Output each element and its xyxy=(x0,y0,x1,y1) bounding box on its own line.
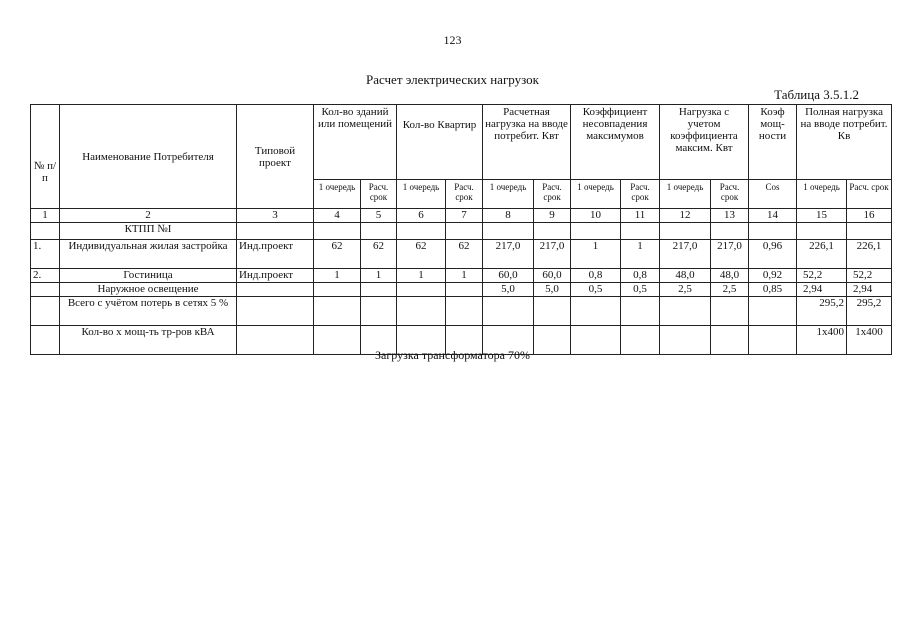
col-number: 14 xyxy=(749,209,797,223)
row-cos xyxy=(749,297,797,326)
row-load-first: 217,0 xyxy=(483,240,534,269)
sub-buildings-first: 1 очередь xyxy=(314,180,361,209)
row-buildings-calc: 62 xyxy=(361,240,397,269)
row-buildings-first: 1 xyxy=(314,269,361,283)
row-apartments-first xyxy=(397,283,446,297)
col-number: 6 xyxy=(397,209,446,223)
row-full-first: 52,2 xyxy=(797,269,847,283)
header-num: № п/п xyxy=(31,105,60,209)
row-full-calc: 52,2 xyxy=(847,269,892,283)
table-row xyxy=(31,283,892,297)
col-number: 7 xyxy=(446,209,483,223)
row-loadcoef-first: 2,5 xyxy=(660,283,711,297)
header-apartments: Кол-во Квартир xyxy=(397,105,483,180)
sub-load-first: 1 очередь xyxy=(483,180,534,209)
row-loadcoef-calc: 48,0 xyxy=(711,269,749,283)
row-num: 1. xyxy=(31,240,60,269)
row-apartments-first: 1 xyxy=(397,269,446,283)
row-name: Всего с учётом потерь в сетях 5 % xyxy=(60,297,237,326)
row-type: Инд.проект xyxy=(237,240,314,269)
row-apartments-calc xyxy=(446,297,483,326)
col-number: 12 xyxy=(660,209,711,223)
header-load-coef: Нагрузка с учетом коэффициента максим. Квт xyxy=(660,105,749,180)
col-number: 1 xyxy=(31,209,60,223)
row-coef-calc xyxy=(621,297,660,326)
section-title: КТПП №I xyxy=(60,223,237,240)
row-full-first: 1х400 xyxy=(797,326,847,355)
row-num xyxy=(31,297,60,326)
caption: Загрузка трансформатора 70% xyxy=(375,348,530,362)
row-apartments-calc: 62 xyxy=(446,240,483,269)
row-full-first: 295,2 xyxy=(797,297,847,326)
row-full-calc: 226,1 xyxy=(847,240,892,269)
col-number: 3 xyxy=(237,209,314,223)
row-loadcoef-calc: 217,0 xyxy=(711,240,749,269)
row-load-calc xyxy=(534,297,571,326)
header-full-load: Полная нагрузка на вводе потребит. Кв xyxy=(797,105,892,180)
row-name: Гостиница xyxy=(60,269,237,283)
sub-apartments-calc: Расч. срок xyxy=(446,180,483,209)
row-full-calc: 295,2 xyxy=(847,297,892,326)
col-number: 9 xyxy=(534,209,571,223)
row-loadcoef-first xyxy=(660,297,711,326)
header-power-factor: Коэф мощ-ности xyxy=(749,105,797,180)
row-loadcoef-calc xyxy=(711,297,749,326)
row-name: Кол-во х мощ-ть тр-ров кВА xyxy=(60,326,237,355)
col-number: 16 xyxy=(847,209,892,223)
row-apartments-first: 62 xyxy=(397,240,446,269)
col-number: 5 xyxy=(361,209,397,223)
row-load-calc: 5,0 xyxy=(534,283,571,297)
row-coef-first: 1 xyxy=(571,240,621,269)
header-calc-load: Расчетная нагрузка на вводе потребит. Квт xyxy=(483,105,571,180)
col-number: 11 xyxy=(621,209,660,223)
row-loadcoef-first: 217,0 xyxy=(660,240,711,269)
row-full-calc: 1х400 xyxy=(847,326,892,355)
row-cos: 0,85 xyxy=(749,283,797,297)
row-buildings-calc: 1 xyxy=(361,269,397,283)
row-type: Инд.проект xyxy=(237,269,314,283)
header-type: Типовой проект xyxy=(237,105,314,209)
page-number: 123 xyxy=(443,33,462,47)
row-name: Наружное освещение xyxy=(60,283,237,297)
row-full-first: 226,1 xyxy=(797,240,847,269)
row-coef-first xyxy=(571,297,621,326)
row-name: Индивидуальная жилая застройка xyxy=(60,240,237,269)
table-row xyxy=(31,297,892,326)
row-num xyxy=(31,283,60,297)
row-apartments-calc: 1 xyxy=(446,269,483,283)
header-coef-mismatch: Коэффициент несовпадения максимумов xyxy=(571,105,660,180)
header-buildings: Кол-во зданий или помещений xyxy=(314,105,397,180)
row-buildings-first xyxy=(314,283,361,297)
section-num xyxy=(31,223,60,240)
row-coef-first: 0,5 xyxy=(571,283,621,297)
col-number: 8 xyxy=(483,209,534,223)
sub-coef-calc: Расч. срок xyxy=(621,180,660,209)
row-load-first: 5,0 xyxy=(483,283,534,297)
row-apartments-first xyxy=(397,297,446,326)
row-coef-calc: 0,8 xyxy=(621,269,660,283)
row-coef-first: 0,8 xyxy=(571,269,621,283)
row-num: 2. xyxy=(31,269,60,283)
sub-loadcoef-calc: Расч. срок xyxy=(711,180,749,209)
sub-load-calc: Расч. срок xyxy=(534,180,571,209)
sub-cos: Cos xyxy=(749,180,797,209)
col-number: 4 xyxy=(314,209,361,223)
row-cos: 0,96 xyxy=(749,240,797,269)
row-load-first xyxy=(483,297,534,326)
row-full-calc: 2,94 xyxy=(847,283,892,297)
sub-full-first: 1 очередь xyxy=(797,180,847,209)
row-load-calc: 60,0 xyxy=(534,269,571,283)
row-loadcoef-first: 48,0 xyxy=(660,269,711,283)
row-cos: 0,92 xyxy=(749,269,797,283)
row-buildings-calc xyxy=(361,297,397,326)
table-row xyxy=(31,240,892,269)
document-title: Расчет электрических нагрузок xyxy=(366,72,539,87)
row-loadcoef-calc: 2,5 xyxy=(711,283,749,297)
header-name: Наименование Потребителя xyxy=(60,105,237,209)
table-row xyxy=(31,269,892,283)
row-load-calc: 217,0 xyxy=(534,240,571,269)
row-type xyxy=(237,283,314,297)
col-number: 13 xyxy=(711,209,749,223)
col-number: 2 xyxy=(60,209,237,223)
row-buildings-first: 62 xyxy=(314,240,361,269)
row-buildings-first xyxy=(314,297,361,326)
sub-loadcoef-first: 1 очередь xyxy=(660,180,711,209)
sub-apartments-first: 1 очередь xyxy=(397,180,446,209)
col-number: 10 xyxy=(571,209,621,223)
sub-full-calc: Расч. срок xyxy=(847,180,892,209)
row-buildings-calc xyxy=(361,283,397,297)
electrical-loads-table xyxy=(30,104,892,355)
table-label: Таблица 3.5.1.2 xyxy=(774,87,859,102)
row-coef-calc: 0,5 xyxy=(621,283,660,297)
row-coef-calc: 1 xyxy=(621,240,660,269)
row-type xyxy=(237,297,314,326)
sub-coef-first: 1 очередь xyxy=(571,180,621,209)
row-apartments-calc xyxy=(446,283,483,297)
row-load-first: 60,0 xyxy=(483,269,534,283)
sub-buildings-calc: Расч. срок xyxy=(361,180,397,209)
row-full-first: 2,94 xyxy=(797,283,847,297)
col-number: 15 xyxy=(797,209,847,223)
